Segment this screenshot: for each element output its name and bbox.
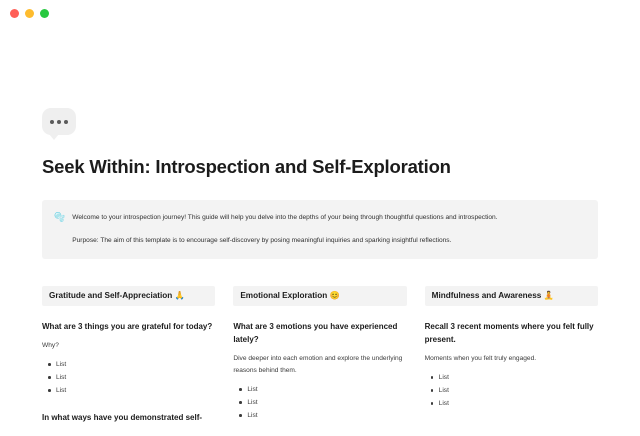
list-item[interactable]: List <box>425 397 598 410</box>
column-heading-mindfulness: Mindfulness and Awareness 🧘 <box>425 286 598 306</box>
callout-paragraph-purpose: Purpose: The aim of this template is to encourage self-discovery by posing meaningful inquiries and sparking insightful reflections. <box>72 237 452 244</box>
column-emotional <box>233 285 424 436</box>
maximize-window-button[interactable] <box>40 9 49 18</box>
question-mindfulness-1: Recall 3 recent moments where you felt fully present. <box>424 322 594 344</box>
minimize-window-button[interactable] <box>25 9 34 18</box>
list-item[interactable]: List <box>425 384 598 397</box>
list-gratitude-1 <box>42 358 215 397</box>
column-gratitude <box>42 285 233 436</box>
column-heading-gratitude: Gratitude and Self-Appreciation 🙏 <box>42 286 215 306</box>
list-item[interactable]: List <box>233 383 406 396</box>
column-mindfulness <box>425 285 598 436</box>
list-item[interactable]: List <box>42 358 215 371</box>
question-gratitude-2: In what ways have you demonstrated self- <box>42 413 203 422</box>
list-item[interactable]: List <box>233 409 406 422</box>
question-gratitude-1: What are 3 things you are grateful for today? <box>42 322 213 331</box>
list-item[interactable]: List <box>42 384 215 397</box>
document-icon[interactable] <box>42 108 76 142</box>
list-mindfulness-1 <box>425 371 598 410</box>
page-title: Seek Within: Introspection and Self-Exploration <box>42 156 451 177</box>
bubble-emoji-icon: 🫧 <box>54 212 66 222</box>
columns-container <box>42 285 598 436</box>
list-item[interactable]: List <box>425 371 598 384</box>
list-emotional-1 <box>233 383 406 422</box>
column-heading-emotional: Emotional Exploration 😊 <box>233 286 406 306</box>
subtext-emotional-1: Dive deeper into each emotion and explore the underlying reasons behind them. <box>233 355 403 374</box>
document-page <box>0 26 640 436</box>
subtext-gratitude-1: Why? <box>42 342 59 349</box>
window-titlebar <box>0 0 640 26</box>
speech-bubble-icon <box>42 108 76 135</box>
close-window-button[interactable] <box>10 9 19 18</box>
list-item[interactable]: List <box>233 396 406 409</box>
subtext-mindfulness-1: Moments when you felt truly engaged. <box>424 355 537 362</box>
list-item[interactable]: List <box>42 371 215 384</box>
callout-paragraph-welcome: Welcome to your introspection journey! This guide will help you delve into the depths of your being through thoughtful questions and introspection. <box>72 214 498 221</box>
question-emotional-1: What are 3 emotions you have experienced lately? <box>233 322 398 344</box>
intro-callout <box>42 200 598 259</box>
